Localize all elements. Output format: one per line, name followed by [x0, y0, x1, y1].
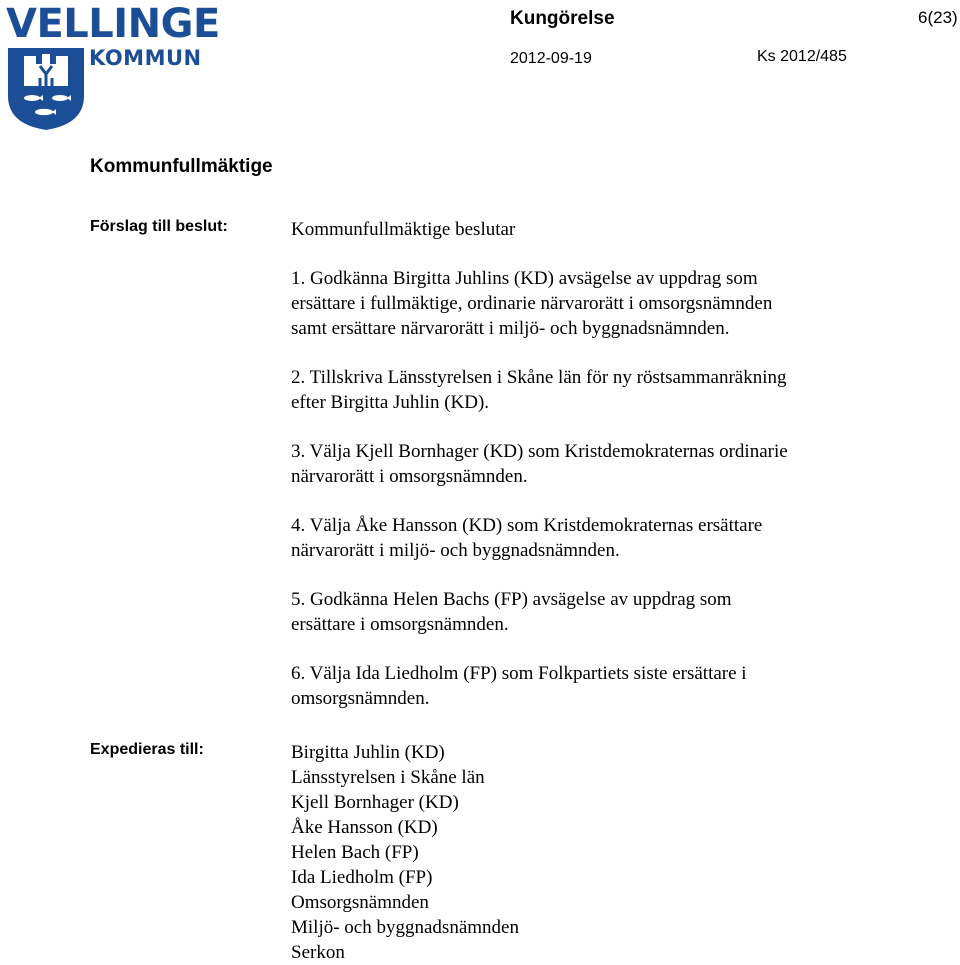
recipient-item: Birgitta Juhlin (KD): [291, 742, 445, 763]
decision-item: [291, 266, 951, 341]
decision-item-line: samt ersättare närvarorätt i miljö- och byggnadsnämnden.: [291, 318, 730, 339]
page-number: 6(23): [918, 8, 958, 27]
decision-list: [291, 266, 951, 711]
decision-item-line: närvarorätt i omsorgsnämnden.: [291, 466, 528, 487]
coat-of-arms-icon: [6, 44, 86, 132]
logo-subtitle: KOMMUN: [89, 46, 202, 70]
decision-item-line: ersättare i omsorgsnämnden.: [291, 614, 509, 635]
recipient-item: Serkon: [291, 942, 345, 963]
decision-item-line: ersättare i fullmäktige, ordinarie närvarorätt i omsorgsnämnden: [291, 293, 773, 314]
decision-item-line: 4. Välja Åke Hansson (KD) som Kristdemokraternas ersättare: [291, 515, 763, 536]
document-date: 2012-09-19: [510, 50, 592, 67]
recipient-item: Ida Liedholm (FP): [291, 867, 433, 888]
recipient-item: Omsorgsnämnden: [291, 892, 429, 913]
recipient-item: Helen Bach (FP): [291, 842, 419, 863]
decision-item-line: efter Birgitta Juhlin (KD).: [291, 392, 490, 413]
dispatch-label: Expedieras till:: [90, 741, 204, 758]
recipient-list: [291, 740, 951, 965]
recipient-item: Kjell Bornhager (KD): [291, 792, 459, 813]
decision-item: [291, 439, 951, 489]
recipient-item: Länsstyrelsen i Skåne län: [291, 767, 485, 788]
decision-item: [291, 587, 951, 637]
decision-item-line: 2. Tillskriva Länsstyrelsen i Skåne län för ny röstsammanräkning: [291, 367, 787, 388]
decision-item-line: 3. Välja Kjell Bornhager (KD) som Kristdemokraternas ordinarie: [291, 441, 788, 462]
section-heading: Kommunfullmäktige: [90, 156, 273, 177]
decision-item: [291, 661, 951, 711]
recipient-item: Åke Hansson (KD): [291, 817, 438, 838]
decision-item-line: 6. Välja Ida Liedholm (FP) som Folkpartiets siste ersättare i: [291, 663, 747, 684]
decision-item-line: 5. Godkänna Helen Bachs (FP) avsägelse av uppdrag som: [291, 589, 732, 610]
proposal-body: [291, 217, 951, 711]
decision-item-line: omsorgsnämnden.: [291, 688, 430, 709]
recipient-item: Miljö- och byggnadsnämnden: [291, 917, 519, 938]
proposal-intro: Kommunfullmäktige beslutar: [291, 219, 516, 240]
proposal-label: Förslag till beslut:: [90, 218, 228, 235]
logo-name: VELLINGE: [6, 1, 220, 47]
decision-item-line: 1. Godkänna Birgitta Juhlins (KD) avsägelse av uppdrag som: [291, 268, 758, 289]
document-type: Kungörelse: [510, 8, 615, 29]
decision-item-line: närvarorätt i miljö- och byggnadsnämnden.: [291, 540, 620, 561]
municipality-logo: [6, 1, 220, 132]
reference-number: Ks 2012/485: [757, 48, 847, 65]
decision-item: [291, 513, 951, 563]
decision-item: [291, 365, 951, 415]
